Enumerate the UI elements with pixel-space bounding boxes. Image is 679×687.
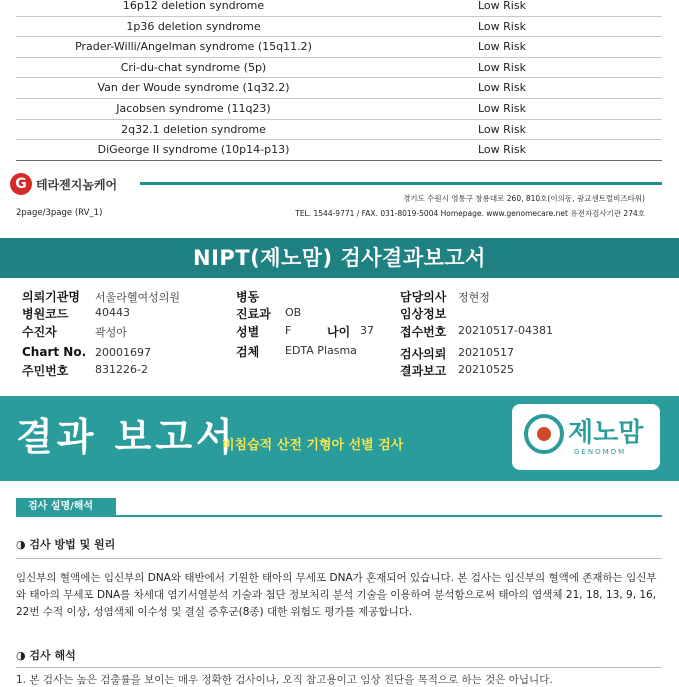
info-label: 검체 (236, 345, 260, 359)
info-label: 검사의뢰 (400, 347, 447, 361)
company-address: 경기도 수원시 영통구 창룡대로 260, 810호(이의동, 광교센트럴비즈타워) (403, 194, 645, 203)
genomom-logo (512, 404, 660, 470)
result-banner-title: 결과 보고서 (16, 415, 237, 459)
info-label: 수진자 (22, 325, 57, 339)
info-value: 정현정 (458, 291, 490, 304)
risk-result: Low Risk (478, 101, 526, 115)
info-label: 결과보고 (400, 364, 447, 378)
brand-kor: 제노맘 (568, 418, 644, 448)
syndrome-name: Cri-du-chat syndrome (5p) (120, 60, 267, 74)
table-row (16, 140, 662, 161)
report-title-band (0, 238, 679, 278)
risk-result: Low Risk (478, 60, 526, 74)
risk-result: Low Risk (478, 122, 526, 136)
section-header: 검사 설명/해석 (16, 498, 116, 516)
company-logo-icon: G (10, 173, 32, 195)
interp-text: 1. 본 검사는 높은 검출률을 보이는 매우 정확한 검사이나, 오직 참고용이고 임상 진단을 목적으로 하는 것은 아닙니다. (16, 674, 553, 686)
info-label: 접수번호 (400, 325, 447, 339)
info-label: Chart No. (22, 345, 87, 359)
interp-divider (16, 667, 662, 668)
table-row (16, 0, 662, 17)
info-value: 20001697 (95, 346, 151, 359)
table-row (16, 37, 662, 58)
header-divider (140, 182, 662, 185)
method-text: 임신부의 혈액에는 임신부의 DNA와 태반에서 기원한 태아의 무세포 DNA가 혼재되어 있습니다. 본 검사는 임신부의 혈액에 존재하는 임신부와 태아의 무세포 DNA를 차세대 염기서열분석 기술과 첨단 정보처리 분석 기술을 이용하여 분석함으로써 태아의 염색체 21, 18, 13, 9, 16, 22번 수적 이상, 성염색체 이수성 및 결실 증후군(8종) 대한 위험도 평가를 제공합니다. (16, 572, 657, 618)
risk-table (16, 0, 662, 161)
info-value: EDTA Plasma (285, 344, 357, 357)
info-label: 병동 (236, 290, 260, 304)
info-value: 서울라헬여성의원 (95, 291, 181, 304)
syndrome-name: DiGeorge II syndrome (10p14-p13) (97, 143, 290, 157)
table-row (16, 120, 662, 141)
table-row (16, 99, 662, 120)
table-row (16, 78, 662, 99)
syndrome-name: Jacobsen syndrome (11q23) (116, 101, 271, 115)
company-name: 테라젠지놈케어 (36, 177, 118, 192)
info-value: 20210525 (458, 363, 514, 376)
risk-result: Low Risk (478, 0, 526, 12)
info-label: 주민번호 (22, 364, 69, 378)
info-value: 20210517 (458, 346, 514, 359)
syndrome-name: 16p12 deletion syndrome (122, 0, 265, 12)
company-contact: TEL. 1544-9771 / FAX. 031-8019-5004 Homepage. www.genomecare.net 유전자검사기관 274호 (295, 209, 645, 218)
risk-result: Low Risk (478, 40, 526, 54)
table-row (16, 17, 662, 38)
info-label: 성별 (236, 325, 260, 339)
age-label: 나이 (327, 325, 351, 339)
syndrome-name: 2q32.1 deletion syndrome (121, 122, 266, 136)
info-label: 의뢰기관명 (22, 290, 80, 304)
table-row (16, 58, 662, 79)
info-label: 임상정보 (400, 307, 447, 321)
info-label: 담당의사 (400, 290, 447, 304)
age-value: 37 (360, 324, 374, 337)
info-value: OB (285, 306, 302, 319)
result-banner-subtitle: 비침습적 산전 기형아 선별 검사 (222, 438, 404, 453)
genomom-logo-dot (537, 427, 551, 441)
info-label: 진료과 (236, 307, 271, 321)
info-value: 20210517-04381 (458, 324, 553, 337)
section-divider (16, 515, 662, 517)
info-label: 병원코드 (22, 307, 69, 321)
brand-eng: GENOMOM (574, 448, 627, 456)
info-value: 40443 (95, 306, 130, 319)
risk-result: Low Risk (478, 19, 526, 33)
syndrome-name: Van der Woude syndrome (1q32.2) (97, 81, 290, 95)
info-value: F (285, 324, 292, 337)
info-value: 831226-2 (95, 363, 148, 376)
page-number: 2page/3page (RV_1) (16, 208, 103, 218)
company-logo (10, 173, 117, 195)
method-divider (16, 558, 662, 559)
interp-title: ◑ 검사 해석 (16, 649, 76, 662)
syndrome-name: 1p36 deletion syndrome (126, 19, 261, 33)
risk-result: Low Risk (478, 143, 526, 157)
info-value: 곽성아 (95, 326, 127, 339)
risk-result: Low Risk (478, 81, 526, 95)
method-title: ◑ 검사 방법 및 원리 (16, 538, 116, 551)
report-title: NIPT(제노맘) 검사결과보고서 (193, 246, 486, 270)
syndrome-name: Prader-Willi/Angelman syndrome (15q11.2) (75, 40, 312, 54)
